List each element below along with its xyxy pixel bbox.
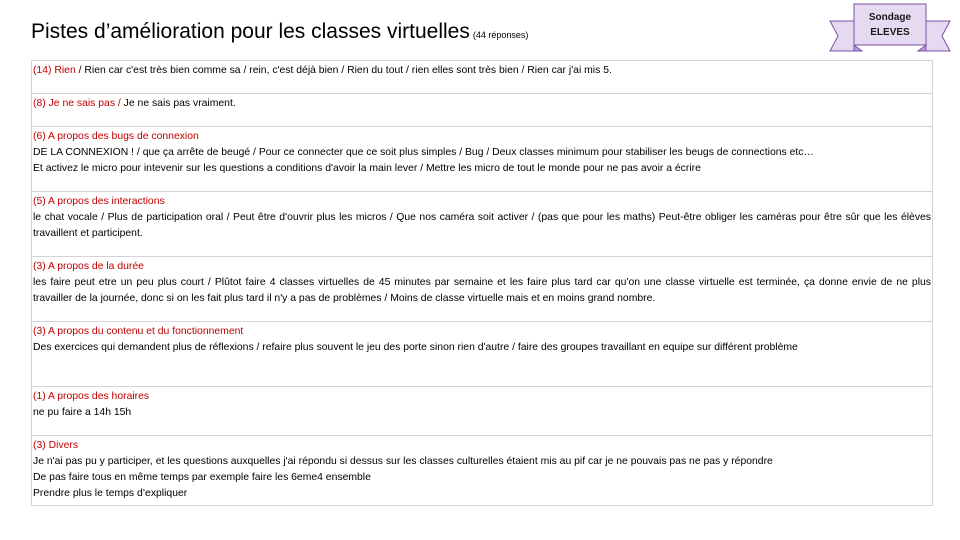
table-row bbox=[32, 192, 933, 257]
row-interactions bbox=[32, 192, 933, 257]
title-text: Pistes d’amélioration pour les classes virtuelles bbox=[31, 20, 470, 43]
row-horaires bbox=[32, 387, 933, 436]
row-text: / Rien car c'est très bien comme sa / rein, c'est déjà bien / Rien du tout / rien elles sont très bien / Rien car j'ai mis 5. bbox=[75, 65, 612, 76]
row-divers bbox=[32, 436, 933, 506]
row-bugs-connexion bbox=[32, 127, 933, 192]
row-text: Des exercices qui demandent plus de réflexions / refaire plus souvent le jeu des porte sinon rien d'autre / faire des groupes travaillant en equipe sur différent problème bbox=[33, 342, 798, 353]
table-row bbox=[32, 387, 933, 436]
category-label: (1) A propos des horaires bbox=[33, 391, 150, 402]
response-count: (44 réponses) bbox=[472, 30, 529, 40]
row-rien bbox=[32, 61, 933, 94]
row-text: Je n'ai pas pu y participer, et les questions auxquelles j'ai répondu si dessus sur les classes culturelles étaient mis au pif car je ne pouvais pas ne pas y répondre bbox=[33, 456, 773, 467]
row-text: Prendre plus le temps d’expliquer bbox=[33, 488, 188, 499]
row-contenu bbox=[32, 322, 933, 387]
row-text: Je ne sais pas vraiment. bbox=[120, 98, 236, 109]
badge-line-2: ELEVES bbox=[870, 27, 910, 38]
row-text: les faire peut etre un peu plus court / Plûtot faire 4 classes virtuelles de 45 minutes par semaine et les faire plus tard car qu'on une classe virtuelle est terminée, ça donne envie de ne plus travailler de la journée, donc si on les fait plus tard il n'y a pas de problèmes / Moins de classe virtuelle mais et en moins grand nombre. bbox=[33, 277, 931, 304]
category-label: (3) A propos de la durée bbox=[33, 261, 144, 272]
row-ne-sais-pas bbox=[32, 94, 933, 127]
badge-line-1: Sondage bbox=[868, 12, 912, 23]
row-text: le chat vocale / Plus de participation oral / Peut être d'ouvrir plus les micros / Que nos caméra soit activer / (pas que pour les maths) Peut-être obliger les caméras pour être sûr que les élèves travaillent et participent. bbox=[33, 212, 931, 239]
responses-table bbox=[31, 60, 933, 506]
category-label: (8) Je ne sais pas / bbox=[33, 98, 121, 109]
table-row bbox=[32, 436, 933, 506]
category-label: (5) A propos des interactions bbox=[33, 196, 165, 207]
category-label: (14) Rien bbox=[33, 65, 76, 76]
table-row bbox=[32, 257, 933, 322]
table-row bbox=[32, 322, 933, 387]
badge-text bbox=[854, 10, 926, 40]
slide-title bbox=[31, 20, 528, 44]
row-text: DE LA CONNEXION ! / que ça arrête de beugé / Pour ce connecter que ce soit plus simples / Bug / Deux classes minimum pour stabiliser les beugs de connections etc… bbox=[33, 147, 814, 158]
row-text: ne pu faire a 14h 15h bbox=[33, 407, 132, 418]
row-text: Et activez le micro pour intevenir sur les questions a conditions d'avoir la main lever / Mettre les micro de tout le monde pour ne pas avoir a écrire bbox=[33, 163, 701, 174]
survey-badge bbox=[828, 3, 952, 59]
row-text: De pas faire tous en même temps par exemple faire les 6eme4 ensemble bbox=[33, 472, 371, 483]
table-row bbox=[32, 61, 933, 94]
row-duree bbox=[32, 257, 933, 322]
table-row bbox=[32, 127, 933, 192]
category-label: (6) A propos des bugs de connexion bbox=[33, 131, 199, 142]
category-label: (3) A propos du contenu et du fonctionnement bbox=[33, 326, 244, 337]
table-row bbox=[32, 94, 933, 127]
category-label: (3) Divers bbox=[33, 440, 79, 451]
